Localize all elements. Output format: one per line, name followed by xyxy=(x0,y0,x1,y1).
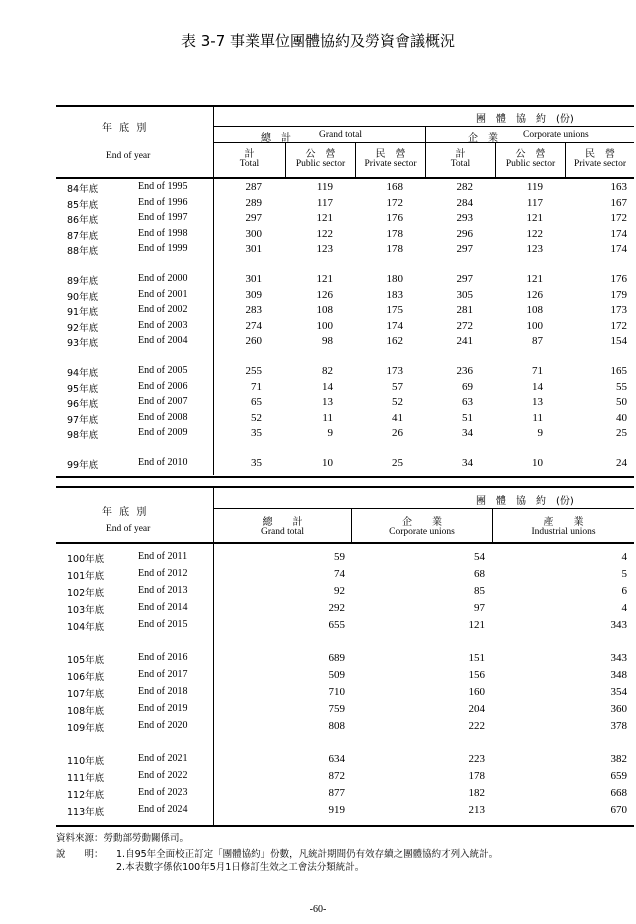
cell-value: 25 xyxy=(392,457,403,469)
cell-value: 108 xyxy=(316,304,333,316)
cell-value: 274 xyxy=(245,319,262,332)
cell-value: 213 xyxy=(468,804,485,816)
grand-total-en: Grand total xyxy=(260,527,304,537)
cell-value: 297 xyxy=(456,273,473,285)
year-en: End of 2006 xyxy=(138,380,188,392)
year-zh: 102年底 xyxy=(67,588,105,599)
year-en: End of 2003 xyxy=(138,319,188,331)
year-zh: 109年底 xyxy=(67,723,105,734)
cell-value: 85 xyxy=(474,585,485,597)
cell-value: 117 xyxy=(316,196,333,209)
table-row xyxy=(56,381,634,397)
cell-value: 180 xyxy=(386,273,403,285)
year-en: End of 2018 xyxy=(138,686,188,697)
header-rule-1 xyxy=(214,508,634,509)
private-en-2: Private sector xyxy=(574,159,626,169)
year-en: End of 2000 xyxy=(138,273,188,284)
table-row xyxy=(56,289,634,305)
cell-value: 378 xyxy=(610,720,627,732)
cell-value: 5 xyxy=(621,568,627,580)
table-row xyxy=(56,619,634,635)
header-bottom-rule xyxy=(56,177,634,179)
year-zh: 90年底 xyxy=(67,291,99,303)
cell-value: 659 xyxy=(610,770,627,782)
private-zh-1: 民 營 xyxy=(375,149,406,160)
corporate-en: Corporate unions xyxy=(523,130,589,140)
corporate-zh: 企 業 xyxy=(468,133,498,144)
cell-value: 668 xyxy=(610,787,627,799)
cell-value: 808 xyxy=(328,720,345,732)
table-row xyxy=(56,273,634,289)
grand-total-zh: 總 計 xyxy=(261,133,291,144)
cell-value: 121 xyxy=(526,273,543,285)
cell-value: 236 xyxy=(456,365,473,377)
cell-value: 11 xyxy=(532,411,543,424)
year-en: End of 2020 xyxy=(138,720,188,731)
cell-value: 173 xyxy=(386,365,403,377)
cell-value: 126 xyxy=(316,288,333,301)
cell-value: 156 xyxy=(468,669,485,681)
year-zh: 85年底 xyxy=(67,199,99,211)
year-en: End of 2002 xyxy=(138,304,188,315)
note-2: 2.本表數字係依100年5月1日修訂生效之工會法分類統計。 xyxy=(116,862,365,873)
notes-label: 說 明： xyxy=(56,849,104,860)
year-en: End of 2023 xyxy=(138,787,188,798)
total-en-1: Total xyxy=(239,159,260,169)
cell-value: 57 xyxy=(392,380,403,393)
cell-value: 163 xyxy=(610,181,627,193)
cell-value: 255 xyxy=(245,365,262,377)
year-zh: 95年底 xyxy=(67,383,99,395)
cell-value: 26 xyxy=(392,427,403,439)
cell-value: 69 xyxy=(462,380,473,393)
cell-value: 119 xyxy=(316,181,333,193)
table-row xyxy=(56,396,634,412)
cell-value: 119 xyxy=(526,181,543,193)
page-title: 表 3-7 事業單位團體協約及勞資會議概況 xyxy=(180,32,456,50)
cell-value: 34 xyxy=(462,457,473,469)
year-zh: 107年底 xyxy=(67,689,105,700)
year-zh: 86年底 xyxy=(67,215,99,226)
cell-value: 360 xyxy=(610,703,627,715)
cell-value: 59 xyxy=(334,551,345,563)
cell-value: 108 xyxy=(526,304,543,316)
table-row xyxy=(56,365,634,381)
bottom-rule xyxy=(56,825,634,827)
corporate-en: Corporate unions xyxy=(389,527,455,537)
cell-value: 34 xyxy=(462,427,473,439)
cell-value: 174 xyxy=(386,319,403,332)
cell-value: 178 xyxy=(386,227,403,240)
public-zh-1: 公 營 xyxy=(305,149,336,160)
cell-value: 348 xyxy=(610,669,627,681)
table-row xyxy=(56,602,634,618)
cell-value: 710 xyxy=(328,686,345,698)
table-row xyxy=(56,197,634,213)
cell-value: 293 xyxy=(456,212,473,224)
cell-value: 289 xyxy=(245,196,262,209)
cell-value: 11 xyxy=(322,411,333,424)
cell-value: 282 xyxy=(456,181,473,193)
cell-value: 151 xyxy=(468,652,485,664)
year-header-zh: 年 底 別 xyxy=(102,507,149,518)
cell-value: 167 xyxy=(610,196,627,209)
cell-value: 41 xyxy=(392,411,403,424)
industrial-en: Industrial unions xyxy=(531,527,596,537)
cell-value: 176 xyxy=(386,212,403,224)
year-header-en: End of year xyxy=(106,524,151,534)
cell-value: 178 xyxy=(468,770,485,782)
cell-value: 241 xyxy=(456,335,473,347)
year-zh: 106年底 xyxy=(67,672,105,683)
cell-value: 52 xyxy=(251,411,262,424)
cell-value: 272 xyxy=(456,319,473,332)
table-row xyxy=(56,412,634,428)
year-zh: 93年底 xyxy=(67,338,99,349)
cell-value: 223 xyxy=(468,753,485,765)
cell-value: 759 xyxy=(328,703,345,715)
cell-value: 122 xyxy=(316,227,333,240)
table-row xyxy=(56,457,634,473)
cell-value: 154 xyxy=(610,335,627,347)
cell-value: 71 xyxy=(532,365,543,377)
cell-value: 634 xyxy=(328,753,345,765)
grand-total-en: Grand total xyxy=(319,130,363,140)
table-row xyxy=(56,703,634,719)
year-zh: 92年底 xyxy=(67,322,99,334)
table-row xyxy=(56,652,634,668)
cell-value: 54 xyxy=(474,551,485,563)
cell-value: 14 xyxy=(322,380,333,393)
cell-value: 65 xyxy=(251,396,262,408)
year-en: End of 2012 xyxy=(138,568,188,579)
year-en: End of 2008 xyxy=(138,411,188,423)
page-number: -60- xyxy=(309,904,327,915)
table-2011-2024 xyxy=(56,486,634,826)
cell-value: 877 xyxy=(328,787,345,799)
cell-value: 126 xyxy=(526,288,543,301)
year-header-en: End of year xyxy=(106,151,151,161)
year-en: End of 2013 xyxy=(138,585,188,596)
table-row xyxy=(56,181,634,197)
year-zh: 96年底 xyxy=(67,399,99,410)
cell-value: 260 xyxy=(245,335,262,347)
year-en: End of 2019 xyxy=(138,703,188,714)
year-zh: 100年底 xyxy=(67,554,105,565)
year-zh: 94年底 xyxy=(67,368,99,379)
cell-value: 117 xyxy=(526,196,543,209)
cell-value: 301 xyxy=(245,243,262,255)
cell-value: 296 xyxy=(456,227,473,240)
cell-value: 172 xyxy=(610,319,627,332)
year-en: End of 1995 xyxy=(138,181,188,192)
table-row xyxy=(56,686,634,702)
cell-value: 92 xyxy=(334,585,345,597)
cell-value: 9 xyxy=(327,427,333,439)
cell-value: 13 xyxy=(322,396,333,408)
year-en: End of 2007 xyxy=(138,396,188,407)
cell-value: 165 xyxy=(610,365,627,377)
cell-value: 160 xyxy=(468,686,485,698)
year-zh: 104年底 xyxy=(67,622,105,633)
cell-value: 162 xyxy=(386,335,403,347)
cell-value: 305 xyxy=(456,288,473,301)
cell-value: 13 xyxy=(532,396,543,408)
table-row xyxy=(56,585,634,601)
grand-total-zh: 總 計 xyxy=(262,517,303,528)
year-en: End of 1998 xyxy=(138,227,188,239)
cell-value: 689 xyxy=(328,652,345,664)
table-row xyxy=(56,551,634,567)
unit-title: 團 體 協 約 (份) xyxy=(476,496,574,507)
year-zh: 91年底 xyxy=(67,307,99,318)
year-en: End of 2009 xyxy=(138,427,188,438)
year-zh: 105年底 xyxy=(67,655,105,666)
cell-value: 175 xyxy=(386,304,403,316)
private-en-1: Private sector xyxy=(364,159,417,169)
table-row xyxy=(56,770,634,786)
cell-value: 509 xyxy=(328,669,345,681)
public-en-1: Public sector xyxy=(295,159,346,169)
cell-value: 183 xyxy=(386,288,403,301)
table-row xyxy=(56,304,634,320)
year-zh: 112年底 xyxy=(67,790,105,801)
table-row xyxy=(56,320,634,336)
cell-value: 300 xyxy=(245,227,262,240)
cell-value: 122 xyxy=(526,227,543,240)
cell-value: 123 xyxy=(526,243,543,255)
cell-value: 35 xyxy=(251,457,262,469)
table-row xyxy=(56,427,634,443)
cell-value: 98 xyxy=(322,335,333,347)
year-zh: 99年底 xyxy=(67,460,99,471)
year-en: End of 2001 xyxy=(138,288,188,300)
cell-value: 40 xyxy=(616,411,627,424)
private-zh-2: 民 營 xyxy=(585,149,615,160)
cell-value: 82 xyxy=(322,365,333,377)
public-zh-2: 公 營 xyxy=(515,149,546,160)
cell-value: 168 xyxy=(386,181,403,193)
cell-value: 74 xyxy=(334,568,345,580)
year-zh: 89年底 xyxy=(67,276,99,287)
cell-value: 63 xyxy=(462,396,473,408)
cell-value: 297 xyxy=(456,243,473,255)
year-zh: 103年底 xyxy=(67,605,105,616)
table-row xyxy=(56,243,634,259)
cell-value: 55 xyxy=(616,380,627,393)
cell-value: 14 xyxy=(532,380,543,393)
cell-value: 292 xyxy=(328,602,345,614)
year-en: End of 2024 xyxy=(138,804,188,815)
cell-value: 87 xyxy=(532,335,543,347)
cell-value: 655 xyxy=(328,619,345,631)
table-row xyxy=(56,720,634,736)
cell-value: 10 xyxy=(322,457,333,469)
cell-value: 9 xyxy=(537,427,543,439)
cell-value: 919 xyxy=(328,804,345,816)
year-zh: 113年底 xyxy=(67,807,105,818)
cell-value: 284 xyxy=(456,196,473,209)
cell-value: 172 xyxy=(610,212,627,224)
header-rule-1 xyxy=(214,126,634,127)
cell-value: 6 xyxy=(621,585,627,597)
cell-value: 24 xyxy=(616,457,627,469)
table-row xyxy=(56,787,634,803)
cell-value: 354 xyxy=(610,686,627,698)
year-en: End of 1996 xyxy=(138,196,188,208)
cell-value: 179 xyxy=(610,288,627,301)
unit-title: 團 體 協 約 (份) xyxy=(476,114,574,125)
cell-value: 35 xyxy=(251,427,262,439)
cell-value: 121 xyxy=(468,619,485,631)
corporate-zh: 企 業 xyxy=(402,517,442,528)
cell-value: 283 xyxy=(245,304,262,316)
public-en-2: Public sector xyxy=(505,159,556,169)
cell-value: 174 xyxy=(610,243,627,255)
cell-value: 51 xyxy=(462,411,473,424)
cell-value: 172 xyxy=(386,196,403,209)
cell-value: 52 xyxy=(392,396,403,408)
table-row xyxy=(56,568,634,584)
cell-value: 222 xyxy=(468,720,485,732)
year-en: End of 2011 xyxy=(138,551,188,562)
year-en: End of 2017 xyxy=(138,669,188,680)
cell-value: 182 xyxy=(468,787,485,799)
cell-value: 123 xyxy=(316,243,333,255)
year-zh: 108年底 xyxy=(67,706,105,717)
year-zh: 101年底 xyxy=(67,571,105,582)
header-bottom-rule xyxy=(56,542,634,544)
year-en: End of 2010 xyxy=(138,457,188,468)
cell-value: 71 xyxy=(251,380,262,393)
table-row xyxy=(56,753,634,769)
cell-value: 100 xyxy=(316,319,333,332)
cell-value: 4 xyxy=(621,602,627,614)
cell-value: 25 xyxy=(616,427,627,439)
total-zh-2: 計 xyxy=(455,149,466,160)
cell-value: 10 xyxy=(532,457,543,469)
cell-value: 281 xyxy=(456,304,473,316)
cell-value: 173 xyxy=(610,304,627,316)
year-en: End of 2022 xyxy=(138,770,188,781)
cell-value: 121 xyxy=(526,212,543,224)
year-zh: 84年底 xyxy=(67,184,99,195)
year-en: End of 2004 xyxy=(138,335,188,346)
cell-value: 670 xyxy=(610,804,627,816)
year-zh: 88年底 xyxy=(67,246,99,257)
top-rule xyxy=(56,105,634,107)
total-zh-1: 計 xyxy=(244,149,255,160)
note-1: 1.自95年全面校正訂定「團體協約」份數，凡統計期間仍有效存續之團體協約才列入統計。 xyxy=(116,849,499,860)
cell-value: 287 xyxy=(245,181,262,193)
cell-value: 309 xyxy=(245,288,262,301)
year-en: End of 1999 xyxy=(138,243,188,254)
table-row xyxy=(56,335,634,351)
cell-value: 100 xyxy=(526,319,543,332)
year-zh: 111年底 xyxy=(67,773,105,784)
year-en: End of 2015 xyxy=(138,619,188,630)
table-row xyxy=(56,669,634,685)
cell-value: 343 xyxy=(610,652,627,664)
year-zh: 98年底 xyxy=(67,430,99,441)
table-1995-2010 xyxy=(56,105,634,475)
cell-value: 178 xyxy=(386,243,403,255)
cell-value: 4 xyxy=(621,551,627,563)
cell-value: 872 xyxy=(328,770,345,782)
year-zh: 110年底 xyxy=(67,756,105,767)
table-row xyxy=(56,228,634,244)
year-en: End of 2016 xyxy=(138,652,188,663)
cell-value: 174 xyxy=(610,227,627,240)
cell-value: 50 xyxy=(616,396,627,408)
cell-value: 121 xyxy=(316,212,333,224)
industrial-zh: 產 業 xyxy=(543,517,584,528)
table-row xyxy=(56,804,634,820)
total-en-2: Total xyxy=(450,159,471,169)
table-row xyxy=(56,212,634,228)
cell-value: 176 xyxy=(610,273,627,285)
year-en: End of 1997 xyxy=(138,212,188,223)
year-en: End of 2014 xyxy=(138,602,188,613)
cell-value: 204 xyxy=(468,703,485,715)
cell-value: 343 xyxy=(610,619,627,631)
bottom-rule xyxy=(56,476,634,478)
cell-value: 68 xyxy=(474,568,485,580)
cell-value: 301 xyxy=(245,273,262,285)
top-rule xyxy=(56,486,634,488)
cell-value: 382 xyxy=(610,753,627,765)
year-zh: 97年底 xyxy=(67,414,99,426)
source-note: 資料來源：勞動部勞動關係司。 xyxy=(56,833,190,844)
cell-value: 121 xyxy=(316,273,333,285)
year-en: End of 2021 xyxy=(138,753,188,764)
year-zh: 87年底 xyxy=(67,230,99,242)
year-header-zh: 年 底 別 xyxy=(102,123,149,134)
cell-value: 297 xyxy=(245,212,262,224)
cell-value: 97 xyxy=(474,602,485,614)
year-en: End of 2005 xyxy=(138,365,188,376)
